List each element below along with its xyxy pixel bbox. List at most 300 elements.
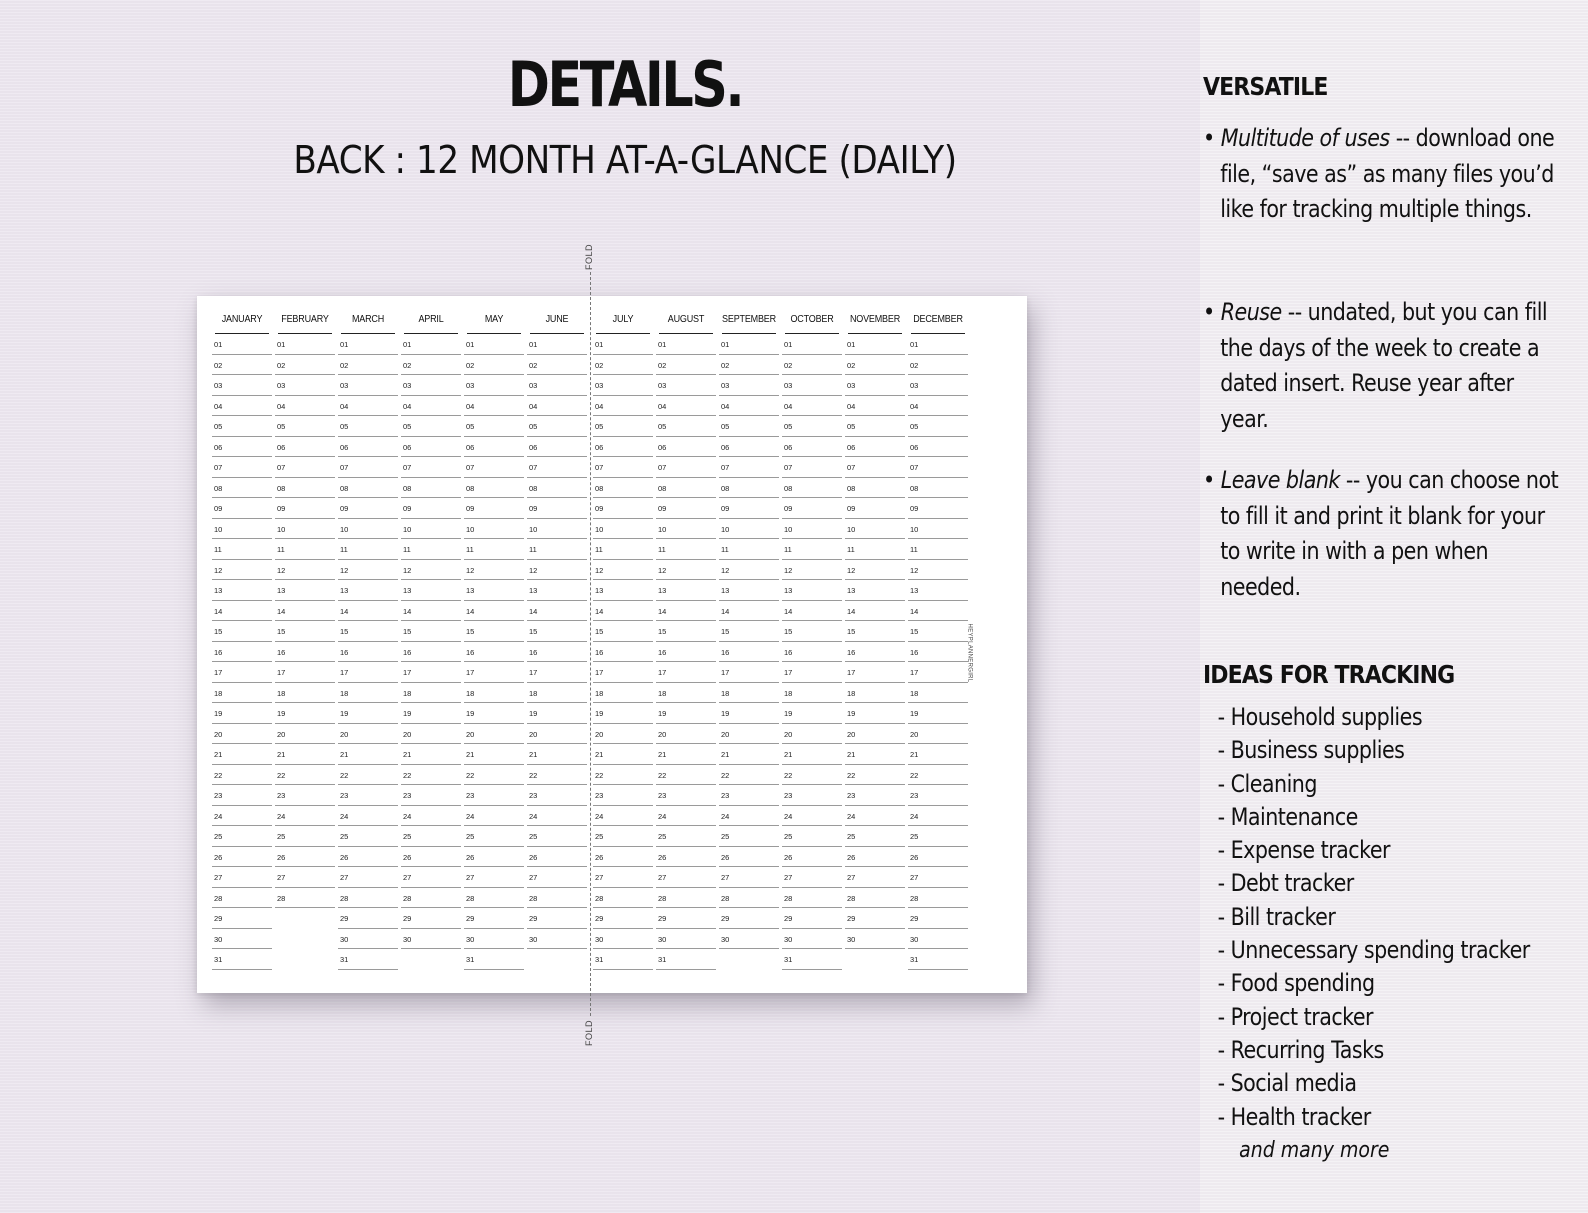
day-row: 14 bbox=[719, 601, 779, 622]
day-row: 16 bbox=[845, 642, 905, 663]
day-row: 30 bbox=[338, 929, 398, 950]
day-row: 03 bbox=[845, 375, 905, 396]
month-header: NOVEMBER bbox=[848, 312, 902, 334]
day-row: 19 bbox=[782, 703, 842, 724]
day-row: 26 bbox=[401, 847, 461, 868]
day-row: 29 bbox=[719, 908, 779, 929]
day-row: 22 bbox=[845, 765, 905, 786]
idea-item: - Household supplies bbox=[1217, 703, 1423, 731]
day-row: 28 bbox=[338, 888, 398, 909]
day-row: 31 bbox=[908, 949, 968, 970]
day-row: 04 bbox=[908, 396, 968, 417]
day-row: 23 bbox=[275, 785, 335, 806]
day-row: 05 bbox=[275, 416, 335, 437]
day-row: 07 bbox=[719, 457, 779, 478]
day-row: 13 bbox=[845, 580, 905, 601]
day-row: 05 bbox=[845, 416, 905, 437]
day-row: 26 bbox=[464, 847, 524, 868]
day-row: 05 bbox=[338, 416, 398, 437]
day-row: 28 bbox=[845, 888, 905, 909]
day-row: 21 bbox=[275, 744, 335, 765]
day-row: 15 bbox=[845, 621, 905, 642]
day-row: 25 bbox=[656, 826, 716, 847]
month-header: JUNE bbox=[530, 312, 584, 334]
day-row: 01 bbox=[464, 334, 524, 355]
day-row: 01 bbox=[908, 334, 968, 355]
day-row: 26 bbox=[908, 847, 968, 868]
day-row: 30 bbox=[593, 929, 653, 950]
day-row: 10 bbox=[275, 519, 335, 540]
day-row: 04 bbox=[527, 396, 587, 417]
month-column-march bbox=[338, 312, 398, 970]
day-row: 25 bbox=[401, 826, 461, 847]
day-row: 15 bbox=[212, 621, 272, 642]
day-row: 18 bbox=[719, 683, 779, 704]
day-row: 01 bbox=[401, 334, 461, 355]
day-row: 05 bbox=[464, 416, 524, 437]
day-row: 04 bbox=[212, 396, 272, 417]
day-row: 27 bbox=[401, 867, 461, 888]
day-row: 17 bbox=[656, 662, 716, 683]
day-row: 24 bbox=[212, 806, 272, 827]
day-row: 16 bbox=[275, 642, 335, 663]
day-row: 28 bbox=[593, 888, 653, 909]
day-row: 08 bbox=[593, 478, 653, 499]
versatile-section bbox=[1203, 72, 1563, 101]
day-row: 26 bbox=[656, 847, 716, 868]
bullet-2: • Reuse -- undated, but you can fill the days of the week to create a dated insert. Reuse year after year. bbox=[1203, 298, 1548, 433]
day-row: 02 bbox=[464, 355, 524, 376]
day-row: 19 bbox=[464, 703, 524, 724]
day-row: 23 bbox=[782, 785, 842, 806]
day-row: 08 bbox=[656, 478, 716, 499]
day-row: 21 bbox=[338, 744, 398, 765]
day-row: 02 bbox=[527, 355, 587, 376]
day-row: 30 bbox=[656, 929, 716, 950]
day-row: 14 bbox=[275, 601, 335, 622]
versatile-heading: VERSATILE bbox=[1203, 72, 1328, 101]
day-row: 14 bbox=[464, 601, 524, 622]
day-row: 02 bbox=[719, 355, 779, 376]
day-row: 13 bbox=[527, 580, 587, 601]
day-row: 28 bbox=[464, 888, 524, 909]
idea-item: - Debt tracker bbox=[1217, 869, 1354, 898]
day-row: 08 bbox=[338, 478, 398, 499]
day-row: 07 bbox=[212, 457, 272, 478]
day-row: 12 bbox=[719, 560, 779, 581]
day-row: 12 bbox=[908, 560, 968, 581]
day-row: 17 bbox=[275, 662, 335, 683]
day-row: 13 bbox=[593, 580, 653, 601]
brand-watermark: HEYPLANNERGIRL bbox=[966, 623, 973, 683]
day-row: 15 bbox=[401, 621, 461, 642]
month-header: FEBRUARY bbox=[278, 312, 332, 334]
day-row: 06 bbox=[275, 437, 335, 458]
day-row: 04 bbox=[656, 396, 716, 417]
day-row: 18 bbox=[401, 683, 461, 704]
idea-item: - Bill tracker bbox=[1217, 902, 1336, 931]
day-row: 03 bbox=[212, 375, 272, 396]
day-row: 25 bbox=[338, 826, 398, 847]
day-row: 19 bbox=[338, 703, 398, 724]
day-row: 03 bbox=[401, 375, 461, 396]
day-row: 31 bbox=[656, 949, 716, 970]
day-row: 21 bbox=[401, 744, 461, 765]
day-row: 23 bbox=[464, 785, 524, 806]
day-row: 06 bbox=[212, 437, 272, 458]
month-column-january bbox=[212, 312, 272, 970]
day-row: 27 bbox=[719, 867, 779, 888]
day-row: 29 bbox=[593, 908, 653, 929]
day-row: 25 bbox=[275, 826, 335, 847]
day-row: 31 bbox=[212, 949, 272, 970]
day-row: 22 bbox=[212, 765, 272, 786]
day-row: 27 bbox=[212, 867, 272, 888]
month-column-july bbox=[593, 312, 653, 970]
day-row: 12 bbox=[338, 560, 398, 581]
day-row: 06 bbox=[401, 437, 461, 458]
day-row: 30 bbox=[782, 929, 842, 950]
day-row: 28 bbox=[212, 888, 272, 909]
day-row: 17 bbox=[464, 662, 524, 683]
day-row: 04 bbox=[275, 396, 335, 417]
day-row: 22 bbox=[656, 765, 716, 786]
day-row: 16 bbox=[212, 642, 272, 663]
day-row: 09 bbox=[275, 498, 335, 519]
day-row: 23 bbox=[719, 785, 779, 806]
day-row: 06 bbox=[338, 437, 398, 458]
day-row: 08 bbox=[401, 478, 461, 499]
day-row: 22 bbox=[593, 765, 653, 786]
day-row: 01 bbox=[212, 334, 272, 355]
month-header: MARCH bbox=[341, 312, 395, 334]
day-row: 23 bbox=[401, 785, 461, 806]
idea-item: - Unnecessary spending tracker bbox=[1217, 936, 1530, 965]
day-row: 14 bbox=[527, 601, 587, 622]
day-row: 27 bbox=[527, 867, 587, 888]
day-row: 29 bbox=[464, 908, 524, 929]
day-row: 08 bbox=[527, 478, 587, 499]
month-column-april bbox=[401, 312, 461, 949]
bullet-3-lead: Leave blank bbox=[1220, 466, 1340, 494]
day-row: 13 bbox=[212, 580, 272, 601]
day-row: 16 bbox=[593, 642, 653, 663]
day-row: 07 bbox=[275, 457, 335, 478]
day-row: 25 bbox=[464, 826, 524, 847]
day-row: 14 bbox=[401, 601, 461, 622]
day-row: 08 bbox=[719, 478, 779, 499]
day-row: 01 bbox=[593, 334, 653, 355]
day-row: 14 bbox=[908, 601, 968, 622]
day-row: 20 bbox=[464, 724, 524, 745]
day-row: 29 bbox=[527, 908, 587, 929]
day-row: 27 bbox=[275, 867, 335, 888]
day-row: 15 bbox=[593, 621, 653, 642]
day-row: 16 bbox=[656, 642, 716, 663]
day-row: 11 bbox=[338, 539, 398, 560]
day-row: 25 bbox=[719, 826, 779, 847]
day-row: 18 bbox=[275, 683, 335, 704]
day-row: 28 bbox=[275, 888, 335, 909]
day-row: 03 bbox=[719, 375, 779, 396]
day-row: 12 bbox=[656, 560, 716, 581]
day-row: 22 bbox=[782, 765, 842, 786]
day-row: 11 bbox=[719, 539, 779, 560]
day-row: 07 bbox=[656, 457, 716, 478]
day-row: 01 bbox=[527, 334, 587, 355]
day-row: 10 bbox=[593, 519, 653, 540]
day-row: 01 bbox=[338, 334, 398, 355]
day-row: 09 bbox=[782, 498, 842, 519]
day-row: 11 bbox=[212, 539, 272, 560]
day-row: 08 bbox=[908, 478, 968, 499]
day-row: 31 bbox=[338, 949, 398, 970]
day-row: 12 bbox=[401, 560, 461, 581]
day-row: 03 bbox=[782, 375, 842, 396]
day-row: 04 bbox=[782, 396, 842, 417]
day-row: 25 bbox=[845, 826, 905, 847]
ideas-heading: IDEAS FOR TRACKING bbox=[1203, 660, 1455, 689]
day-row: 12 bbox=[845, 560, 905, 581]
day-row: 29 bbox=[908, 908, 968, 929]
day-row: 28 bbox=[719, 888, 779, 909]
day-row: 29 bbox=[401, 908, 461, 929]
month-header: MAY bbox=[467, 312, 521, 334]
month-column-june bbox=[527, 312, 587, 949]
idea-item: - Food spending bbox=[1217, 969, 1375, 998]
bullet-2-text: -- undated, but you can fill the days of the week to create a dated insert. Reuse year after year. bbox=[1220, 298, 1548, 433]
day-row: 12 bbox=[464, 560, 524, 581]
ideas-list bbox=[1203, 701, 1563, 1134]
day-row: 24 bbox=[782, 806, 842, 827]
day-row: 20 bbox=[845, 724, 905, 745]
day-row: 10 bbox=[719, 519, 779, 540]
day-row: 27 bbox=[845, 867, 905, 888]
day-row: 26 bbox=[782, 847, 842, 868]
day-row: 17 bbox=[527, 662, 587, 683]
day-row: 21 bbox=[212, 744, 272, 765]
bullet-1: • Multitude of uses -- download one file, “save as” as many files you’d like for tracking multiple things. bbox=[1203, 124, 1555, 223]
day-row: 17 bbox=[212, 662, 272, 683]
day-row: 10 bbox=[845, 519, 905, 540]
day-row: 23 bbox=[656, 785, 716, 806]
day-row: 13 bbox=[782, 580, 842, 601]
day-row: 16 bbox=[464, 642, 524, 663]
day-row: 02 bbox=[593, 355, 653, 376]
day-row: 07 bbox=[593, 457, 653, 478]
day-row: 09 bbox=[908, 498, 968, 519]
day-row: 12 bbox=[212, 560, 272, 581]
month-column-october bbox=[782, 312, 842, 970]
bullet-1-text: -- download one file, “save as” as many files you’d like for tracking multiple things. bbox=[1220, 124, 1555, 223]
day-row: 14 bbox=[338, 601, 398, 622]
day-row: 21 bbox=[845, 744, 905, 765]
bullet-3-text: -- you can choose not to fill it and print it blank for your to write in with a pen when needed. bbox=[1220, 466, 1559, 601]
bullet-1-lead: Multitude of uses bbox=[1220, 124, 1390, 152]
day-row: 12 bbox=[527, 560, 587, 581]
day-row: 27 bbox=[782, 867, 842, 888]
day-row: 30 bbox=[401, 929, 461, 950]
day-row: 10 bbox=[401, 519, 461, 540]
day-row: 14 bbox=[593, 601, 653, 622]
day-row: 11 bbox=[464, 539, 524, 560]
day-row: 27 bbox=[338, 867, 398, 888]
page-title: DETAILS. bbox=[507, 48, 743, 121]
day-row: 04 bbox=[401, 396, 461, 417]
day-row: 30 bbox=[908, 929, 968, 950]
month-header: AUGUST bbox=[659, 312, 713, 334]
day-row: 13 bbox=[656, 580, 716, 601]
day-row: 01 bbox=[656, 334, 716, 355]
day-row: 04 bbox=[338, 396, 398, 417]
day-row: 24 bbox=[908, 806, 968, 827]
month-header: JANUARY bbox=[215, 312, 269, 334]
month-column-february bbox=[275, 312, 335, 908]
day-row: 17 bbox=[908, 662, 968, 683]
day-row: 07 bbox=[401, 457, 461, 478]
day-row: 06 bbox=[656, 437, 716, 458]
day-row: 09 bbox=[656, 498, 716, 519]
month-header: JULY bbox=[596, 312, 650, 334]
day-row: 03 bbox=[464, 375, 524, 396]
day-row: 10 bbox=[464, 519, 524, 540]
day-row: 09 bbox=[719, 498, 779, 519]
day-row: 29 bbox=[782, 908, 842, 929]
day-row: 18 bbox=[908, 683, 968, 704]
day-row: 02 bbox=[845, 355, 905, 376]
day-row: 02 bbox=[401, 355, 461, 376]
day-row: 06 bbox=[464, 437, 524, 458]
day-row: 25 bbox=[527, 826, 587, 847]
day-row: 19 bbox=[275, 703, 335, 724]
day-row: 29 bbox=[338, 908, 398, 929]
day-row: 08 bbox=[464, 478, 524, 499]
day-row: 24 bbox=[527, 806, 587, 827]
day-row: 15 bbox=[338, 621, 398, 642]
day-row: 22 bbox=[401, 765, 461, 786]
day-row: 10 bbox=[527, 519, 587, 540]
day-row: 19 bbox=[593, 703, 653, 724]
day-row: 19 bbox=[908, 703, 968, 724]
day-row: 24 bbox=[845, 806, 905, 827]
day-row: 16 bbox=[908, 642, 968, 663]
month-column-august bbox=[656, 312, 716, 970]
day-row: 11 bbox=[593, 539, 653, 560]
day-row: 02 bbox=[338, 355, 398, 376]
day-row: 27 bbox=[908, 867, 968, 888]
day-row: 11 bbox=[845, 539, 905, 560]
day-row: 25 bbox=[908, 826, 968, 847]
day-row: 30 bbox=[464, 929, 524, 950]
day-row: 16 bbox=[782, 642, 842, 663]
day-row: 15 bbox=[527, 621, 587, 642]
day-row: 10 bbox=[338, 519, 398, 540]
day-row: 21 bbox=[593, 744, 653, 765]
idea-item: - Business supplies bbox=[1217, 736, 1405, 765]
day-row: 31 bbox=[782, 949, 842, 970]
day-row: 05 bbox=[719, 416, 779, 437]
day-row: 02 bbox=[275, 355, 335, 376]
day-row: 20 bbox=[275, 724, 335, 745]
day-row: 20 bbox=[908, 724, 968, 745]
day-row: 11 bbox=[275, 539, 335, 560]
day-row: 19 bbox=[719, 703, 779, 724]
day-row: 05 bbox=[401, 416, 461, 437]
day-row: 04 bbox=[845, 396, 905, 417]
day-row: 31 bbox=[593, 949, 653, 970]
day-row: 03 bbox=[656, 375, 716, 396]
day-row: 17 bbox=[782, 662, 842, 683]
day-row: 07 bbox=[338, 457, 398, 478]
idea-item: - Health tracker bbox=[1217, 1102, 1371, 1131]
day-row: 16 bbox=[401, 642, 461, 663]
day-row: 10 bbox=[212, 519, 272, 540]
day-row: 06 bbox=[845, 437, 905, 458]
day-row: 25 bbox=[782, 826, 842, 847]
day-row: 11 bbox=[527, 539, 587, 560]
day-row: 22 bbox=[275, 765, 335, 786]
month-column-may bbox=[464, 312, 524, 970]
day-row: 16 bbox=[527, 642, 587, 663]
day-row: 18 bbox=[212, 683, 272, 704]
day-row: 07 bbox=[782, 457, 842, 478]
day-row: 23 bbox=[338, 785, 398, 806]
day-row: 25 bbox=[593, 826, 653, 847]
day-row: 29 bbox=[845, 908, 905, 929]
day-row: 21 bbox=[527, 744, 587, 765]
idea-item: - Project tracker bbox=[1217, 1002, 1374, 1031]
day-row: 20 bbox=[527, 724, 587, 745]
page-subtitle: BACK : 12 MONTH AT-A-GLANCE (DAILY) bbox=[293, 138, 957, 182]
day-row: 10 bbox=[908, 519, 968, 540]
day-row: 07 bbox=[845, 457, 905, 478]
day-row: 06 bbox=[719, 437, 779, 458]
ideas-more: and many more bbox=[1239, 1137, 1390, 1163]
day-row: 12 bbox=[593, 560, 653, 581]
day-row: 18 bbox=[527, 683, 587, 704]
idea-item: - Expense tracker bbox=[1217, 836, 1390, 865]
day-row: 24 bbox=[656, 806, 716, 827]
day-row: 18 bbox=[464, 683, 524, 704]
day-row: 30 bbox=[527, 929, 587, 950]
day-row: 20 bbox=[338, 724, 398, 745]
day-row: 27 bbox=[656, 867, 716, 888]
day-row: 17 bbox=[845, 662, 905, 683]
fold-label-top: FOLD bbox=[584, 243, 595, 271]
day-row: 20 bbox=[401, 724, 461, 745]
day-row: 20 bbox=[212, 724, 272, 745]
day-row: 05 bbox=[908, 416, 968, 437]
day-row: 22 bbox=[719, 765, 779, 786]
day-row: 08 bbox=[845, 478, 905, 499]
day-row: 29 bbox=[212, 908, 272, 929]
day-row: 06 bbox=[527, 437, 587, 458]
day-row: 24 bbox=[401, 806, 461, 827]
day-row: 09 bbox=[338, 498, 398, 519]
idea-item: - Maintenance bbox=[1217, 802, 1358, 831]
day-row: 28 bbox=[401, 888, 461, 909]
day-row: 30 bbox=[212, 929, 272, 950]
day-row: 07 bbox=[908, 457, 968, 478]
day-row: 19 bbox=[401, 703, 461, 724]
day-row: 02 bbox=[782, 355, 842, 376]
day-row: 20 bbox=[656, 724, 716, 745]
day-row: 30 bbox=[719, 929, 779, 950]
day-row: 23 bbox=[845, 785, 905, 806]
day-row: 26 bbox=[338, 847, 398, 868]
day-row: 19 bbox=[656, 703, 716, 724]
day-row: 25 bbox=[212, 826, 272, 847]
